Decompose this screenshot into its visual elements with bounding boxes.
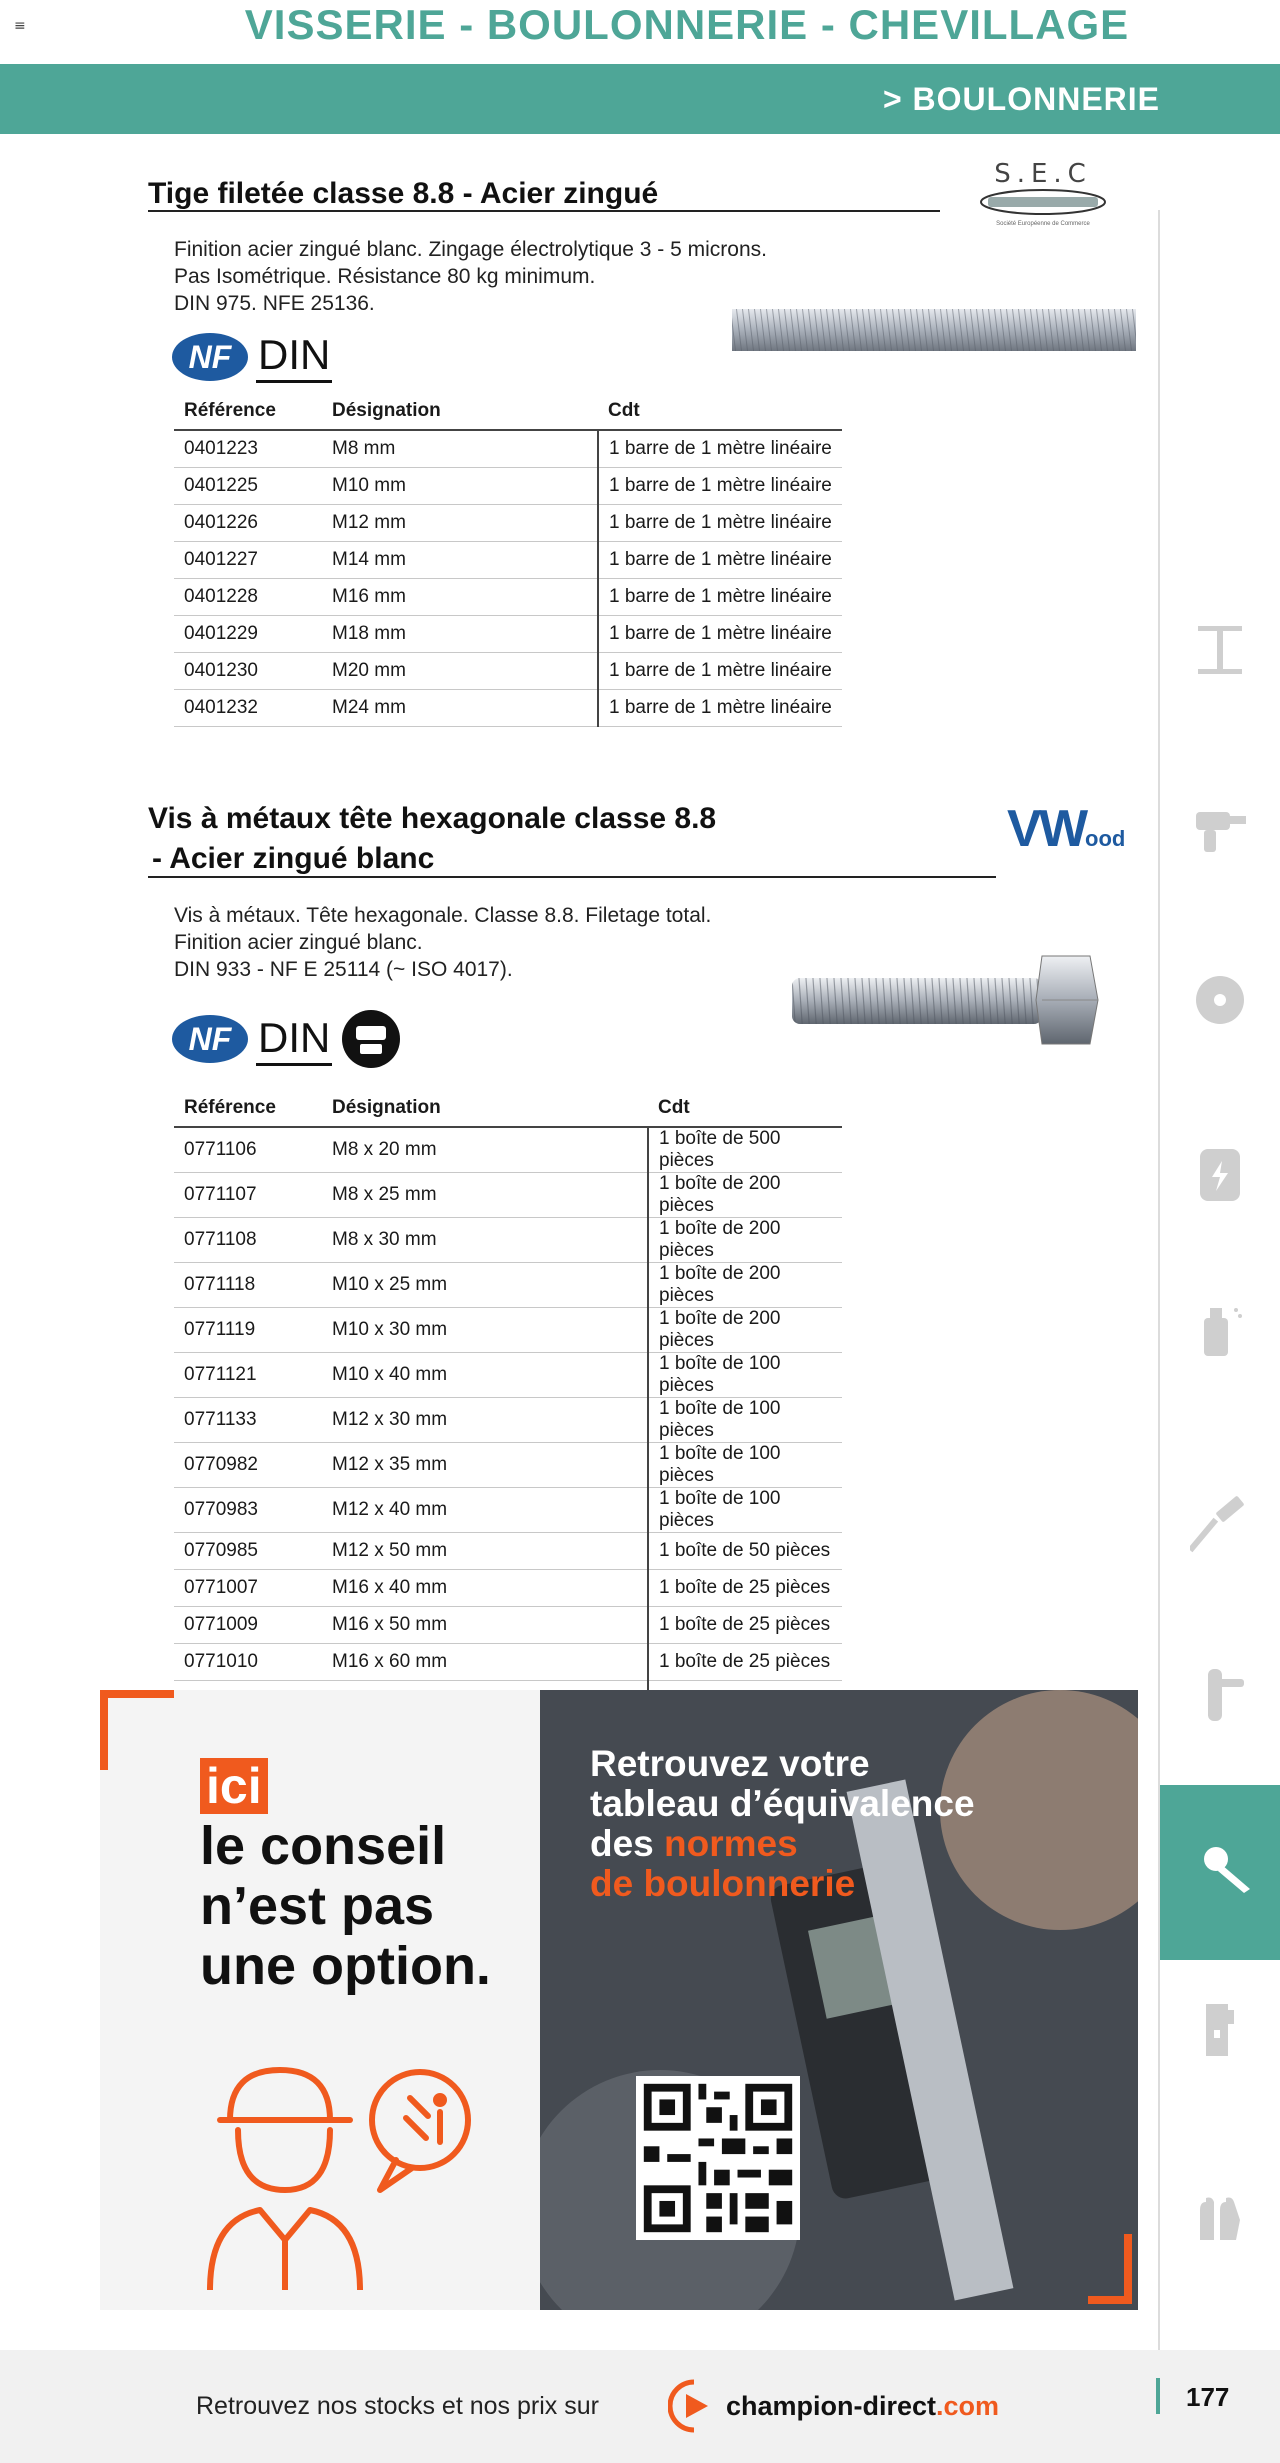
viswood-brand-logo <box>1005 800 1135 860</box>
cell-reference: 0770983 <box>174 1488 322 1533</box>
cell-designation: M18 mm <box>322 616 598 653</box>
hammer-icon[interactable] <box>1190 1495 1250 1555</box>
table-row <box>174 468 842 505</box>
footer <box>0 2350 1280 2463</box>
cell-cdt: 1 boîte de 200 pièces <box>648 1218 842 1263</box>
cell-reference: 0771007 <box>174 1570 322 1607</box>
sec-brand-text: S.E.C <box>994 159 1092 189</box>
cell-reference: 0771107 <box>174 1173 322 1218</box>
cell-designation: M14 mm <box>322 542 598 579</box>
col-designation: Désignation <box>322 393 598 430</box>
col-reference: Référence <box>174 1090 322 1127</box>
footer-text: Retrouvez nos stocks et nos prix sur <box>196 2392 599 2420</box>
nf-cert-logo: NF <box>172 333 248 381</box>
cell-reference: 0771133 <box>174 1398 322 1443</box>
cell-cdt: 1 boîte de 25 pièces <box>648 1607 842 1644</box>
svg-text:ood: ood <box>1085 826 1126 851</box>
cell-cdt: 1 boîte de 100 pièces <box>648 1488 842 1533</box>
cell-cdt: 1 barre de 1 mètre linéaire <box>598 430 842 468</box>
site-name: champion-direct <box>726 2390 937 2421</box>
gloves-icon[interactable] <box>1190 2190 1250 2250</box>
product1-table <box>174 393 842 727</box>
cell-cdt: 1 boîte de 100 pièces <box>648 1443 842 1488</box>
product2-title-line1: Vis à métaux tête hexagonale classe 8.8 <box>148 802 717 835</box>
table-row <box>174 505 842 542</box>
section-bar <box>0 64 1280 134</box>
table-row <box>174 1570 842 1607</box>
cell-designation: M8 x 30 mm <box>322 1218 648 1263</box>
din-cert-logo: DIN <box>256 330 332 383</box>
table-row <box>174 1488 842 1533</box>
rail-item-active-screws[interactable] <box>1160 1785 1280 1960</box>
promo-tagline-line: le conseil <box>200 1816 447 1876</box>
cell-cdt: 1 barre de 1 mètre linéaire <box>598 468 842 505</box>
threaded-rod-image <box>730 305 1138 355</box>
cell-reference: 0771118 <box>174 1263 322 1308</box>
cell-designation: M8 x 25 mm <box>322 1173 648 1218</box>
page-number: 177 <box>1186 2382 1230 2412</box>
cell-designation: M24 mm <box>322 690 598 727</box>
advisor-illustration <box>200 2050 500 2290</box>
promo-highlight-boulonnerie: de boulonnerie <box>590 1863 856 1904</box>
cell-cdt: 1 boîte de 200 pièces <box>648 1263 842 1308</box>
table-row <box>174 430 842 468</box>
promo-highlight-normes: normes <box>664 1823 798 1864</box>
cell-designation: M12 x 30 mm <box>322 1398 648 1443</box>
cell-designation: M12 x 40 mm <box>322 1488 648 1533</box>
cell-cdt: 1 barre de 1 mètre linéaire <box>598 579 842 616</box>
table-header-row <box>174 393 842 430</box>
promo-tagline-line: une option. <box>200 1936 491 1996</box>
col-reference: Référence <box>174 393 322 430</box>
cell-reference: 0401232 <box>174 690 322 727</box>
table-row <box>174 690 842 727</box>
product2-desc-line: Finition acier zingué blanc. <box>174 931 423 954</box>
cell-designation: M8 x 20 mm <box>322 1127 648 1173</box>
product1-title: Tige filetée classe 8.8 - Acier zingué <box>148 177 659 210</box>
door-lock-icon[interactable] <box>1190 2000 1250 2060</box>
site-tld: .com <box>936 2390 1000 2421</box>
cell-reference: 0771106 <box>174 1127 322 1173</box>
cell-designation: M20 mm <box>322 653 598 690</box>
table-header-row <box>174 1090 842 1127</box>
promo-equivalence-text <box>590 1744 975 1904</box>
product2-table <box>174 1090 842 1718</box>
table-row <box>174 542 842 579</box>
cell-reference: 0771108 <box>174 1218 322 1263</box>
cell-reference: 0401228 <box>174 579 322 616</box>
din-cert-logo: DIN <box>256 1013 332 1066</box>
cell-cdt: 1 barre de 1 mètre linéaire <box>598 542 842 579</box>
svg-text:W: W <box>1039 800 1089 858</box>
cell-designation: M10 x 40 mm <box>322 1353 648 1398</box>
cell-cdt: 1 boîte de 200 pièces <box>648 1308 842 1353</box>
nf-cert-logo: NF <box>172 1015 248 1063</box>
table-row <box>174 1398 842 1443</box>
cell-cdt: 1 boîte de 100 pièces <box>648 1353 842 1398</box>
table-row <box>174 1263 842 1308</box>
cell-designation: M12 mm <box>322 505 598 542</box>
table-row <box>174 1644 842 1681</box>
product2-certifications <box>172 1008 402 1070</box>
cell-reference: 0401227 <box>174 542 322 579</box>
category-rail <box>1158 210 1160 2390</box>
cell-reference: 0401226 <box>174 505 322 542</box>
cell-reference: 0771119 <box>174 1308 322 1353</box>
menu-icon[interactable]: ≡ <box>14 18 26 34</box>
table-row <box>174 1607 842 1644</box>
page-number-bar <box>1156 2378 1160 2414</box>
product1-desc-line: Pas Isométrique. Résistance 80 kg minimum. <box>174 265 596 288</box>
table-row <box>174 1218 842 1263</box>
cell-designation: M12 x 50 mm <box>322 1533 648 1570</box>
orange-corner-bracket-bottom <box>1088 2234 1132 2304</box>
table-row <box>174 653 842 690</box>
product2-desc-line: DIN 933 - NF E 25114 (~ ISO 4017). <box>174 958 513 981</box>
table-row <box>174 1533 842 1570</box>
champion-direct-link[interactable] <box>668 2378 999 2434</box>
promo-right-line <box>590 1824 975 1864</box>
cell-cdt: 1 barre de 1 mètre linéaire <box>598 505 842 542</box>
spray-can-icon[interactable] <box>1190 1300 1250 1360</box>
svg-text:V: V <box>1007 800 1042 858</box>
cell-reference: 0771010 <box>174 1644 322 1681</box>
saw-blade-icon[interactable] <box>1190 970 1250 1030</box>
table-row <box>174 1127 842 1173</box>
sec-brand-tagline: Société Européenne de Commerce <box>996 221 1090 227</box>
product1-description <box>174 236 767 317</box>
product2-title-line2: - Acier zingué blanc <box>152 842 435 875</box>
table-row <box>174 616 842 653</box>
table-row <box>174 1308 842 1353</box>
product1-title-rule <box>148 210 940 212</box>
cell-reference: 0770982 <box>174 1443 322 1488</box>
cell-cdt: 1 boîte de 25 pièces <box>648 1570 842 1607</box>
promo-tagline <box>200 1816 491 1996</box>
cell-reference: 0401230 <box>174 653 322 690</box>
screw-category-icon <box>1198 1837 1258 1897</box>
section-label: > BOULONNERIE <box>882 81 1160 117</box>
sec-bolt-icon <box>948 188 1138 216</box>
cell-cdt: 1 barre de 1 mètre linéaire <box>598 690 842 727</box>
cell-designation: M8 mm <box>322 430 598 468</box>
qr-code-icon <box>636 2076 800 2240</box>
viswood-logo-icon <box>1005 800 1135 860</box>
promo-right-text: des <box>590 1823 665 1864</box>
cell-cdt: 1 boîte de 200 pièces <box>648 1173 842 1218</box>
cell-designation: M10 mm <box>322 468 598 505</box>
table-row <box>174 1173 842 1218</box>
product2-description <box>174 902 711 983</box>
table-row <box>174 1443 842 1488</box>
promo-right-line: Retrouvez votre <box>590 1743 870 1784</box>
product1-desc-line: Finition acier zingué blanc. Zingage électrolytique 3 - 5 microns. <box>174 238 767 261</box>
cell-reference: 0771009 <box>174 1607 322 1644</box>
col-designation: Désignation <box>322 1090 648 1127</box>
cell-cdt: 1 boîte de 500 pièces <box>648 1127 842 1173</box>
cell-cdt: 1 boîte de 100 pièces <box>648 1398 842 1443</box>
promo-equivalence-panel <box>540 1690 1138 2310</box>
cell-cdt: 1 boîte de 50 pièces <box>648 1533 842 1570</box>
door-handle-icon[interactable] <box>1190 1665 1250 1725</box>
cell-designation: M10 x 30 mm <box>322 1308 648 1353</box>
sec-brand-logo <box>948 160 1138 240</box>
electrical-panel-icon[interactable] <box>1190 1145 1250 1205</box>
product1-desc-line: DIN 975. NFE 25136. <box>174 292 375 315</box>
promo-ici-badge: ici <box>200 1758 268 1814</box>
orange-corner-bracket <box>100 1690 180 1770</box>
cell-reference: 0401225 <box>174 468 322 505</box>
cell-cdt: 1 boîte de 25 pièces <box>648 1644 842 1681</box>
col-cdt: Cdt <box>598 393 842 430</box>
table-row <box>174 1353 842 1398</box>
promo-tagline-line: n’est pas <box>200 1876 435 1936</box>
cell-designation: M10 x 25 mm <box>322 1263 648 1308</box>
cell-reference: 0770985 <box>174 1533 322 1570</box>
cell-designation: M12 x 35 mm <box>322 1443 648 1488</box>
beam-icon[interactable] <box>1190 620 1250 680</box>
cell-cdt: 1 barre de 1 mètre linéaire <box>598 616 842 653</box>
product2-title-rule <box>148 876 996 878</box>
hex-bolt-image <box>790 950 1100 1050</box>
cell-designation: M16 x 50 mm <box>322 1607 648 1644</box>
drill-icon[interactable] <box>1190 800 1250 860</box>
table-row <box>174 579 842 616</box>
hex-socket-icon <box>340 1008 402 1070</box>
col-cdt: Cdt <box>648 1090 842 1127</box>
product2-desc-line: Vis à métaux. Tête hexagonale. Classe 8.8. Filetage total. <box>174 904 712 927</box>
cell-designation: M16 x 60 mm <box>322 1644 648 1681</box>
page-title: VISSERIE - BOULONNERIE - CHEVILLAGE <box>244 1 1130 48</box>
cell-designation: M16 mm <box>322 579 598 616</box>
promo-advice-panel <box>100 1690 540 2310</box>
cell-designation: M16 x 40 mm <box>322 1570 648 1607</box>
cell-reference: 0771121 <box>174 1353 322 1398</box>
promo-right-line: tableau d’équivalence <box>590 1783 975 1824</box>
play-logo-icon <box>668 2378 720 2434</box>
cell-cdt: 1 barre de 1 mètre linéaire <box>598 653 842 690</box>
cell-reference: 0401223 <box>174 430 322 468</box>
qr-code[interactable] <box>636 2076 800 2240</box>
cell-reference: 0401229 <box>174 616 322 653</box>
product1-certifications <box>172 330 332 383</box>
